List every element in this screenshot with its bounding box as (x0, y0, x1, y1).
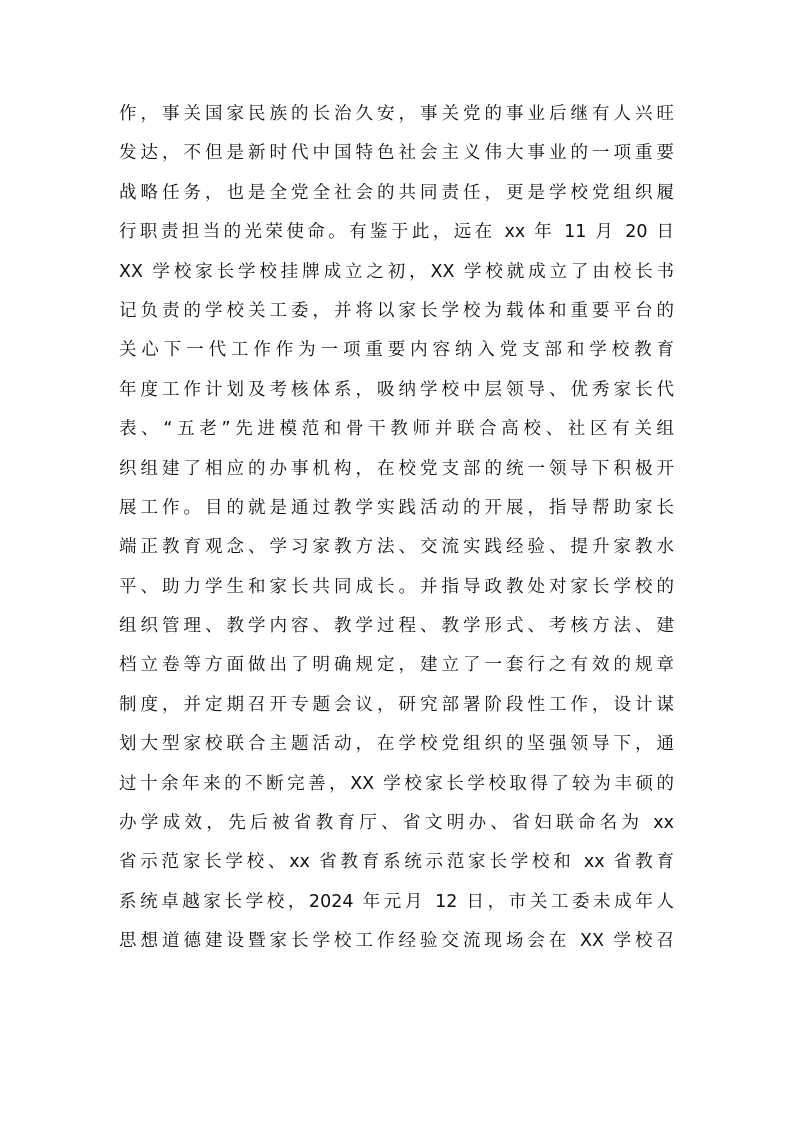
text-line: XX 学校家长学校挂牌成立之初，XX 学校就成立了由校长书 (119, 261, 674, 282)
text-line: 端正教育观念、学习家教方法、交流实践经验、提升家教水 (119, 537, 674, 558)
text-line: 记负责的学校关工委，并将以家长学校为载体和重要平台的 (119, 300, 674, 321)
text-line: 行职责担当的光荣使命。有鉴于此，远在 xx 年 11 月 20 日 (119, 222, 674, 243)
text-line: 思想道德建设暨家长学校工作经验交流现场会在 XX 学校召 (119, 931, 674, 952)
text-line: 划大型家校联合主题活动，在学校党组织的坚强领导下，通 (119, 734, 674, 755)
body-paragraph (119, 95, 674, 962)
text-line: 过十余年来的不断完善，XX 学校家长学校取得了较为丰硕的 (119, 773, 674, 794)
text-line: 发达，不但是新时代中国特色社会主义伟大事业的一项重要 (119, 143, 674, 164)
text-line: 战略任务，也是全党全社会的共同责任，更是学校党组织履 (119, 182, 674, 203)
text-line: 平、助力学生和家长共同成长。并指导政教处对家长学校的 (119, 576, 674, 597)
text-line: 作，事关国家民族的长治久安，事关党的事业后继有人兴旺 (119, 104, 674, 124)
text-line: 省示范家长学校、xx 省教育系统示范家长学校和 xx 省教育 (119, 852, 674, 873)
text-line: 组织管理、教学内容、教学过程、教学形式、考核方法、建 (119, 616, 674, 637)
text-line: 织组建了相应的办事机构，在校党支部的统一领导下积极开 (119, 458, 674, 479)
text-line: 办学成效，先后被省教育厅、省文明办、省妇联命名为 xx (119, 813, 674, 834)
text-line: 年度工作计划及考核体系，吸纳学校中层领导、优秀家长代 (119, 379, 674, 400)
text-line: 展工作。目的就是通过教学实践活动的开展，指导帮助家长 (119, 497, 674, 518)
text-line: 档立卷等方面做出了明确规定，建立了一套行之有效的规章 (119, 655, 674, 676)
text-line: 表、“五老”先进模范和骨干教师并联合高校、社区有关组 (119, 419, 674, 440)
text-line: 制度，并定期召开专题会议，研究部署阶段性工作，设计谋 (119, 694, 674, 715)
text-line: 关心下一代工作作为一项重要内容纳入党支部和学校教育 (119, 340, 674, 361)
text-line: 系统卓越家长学校，2024 年元月 12 日，市关工委未成年人 (119, 891, 674, 912)
